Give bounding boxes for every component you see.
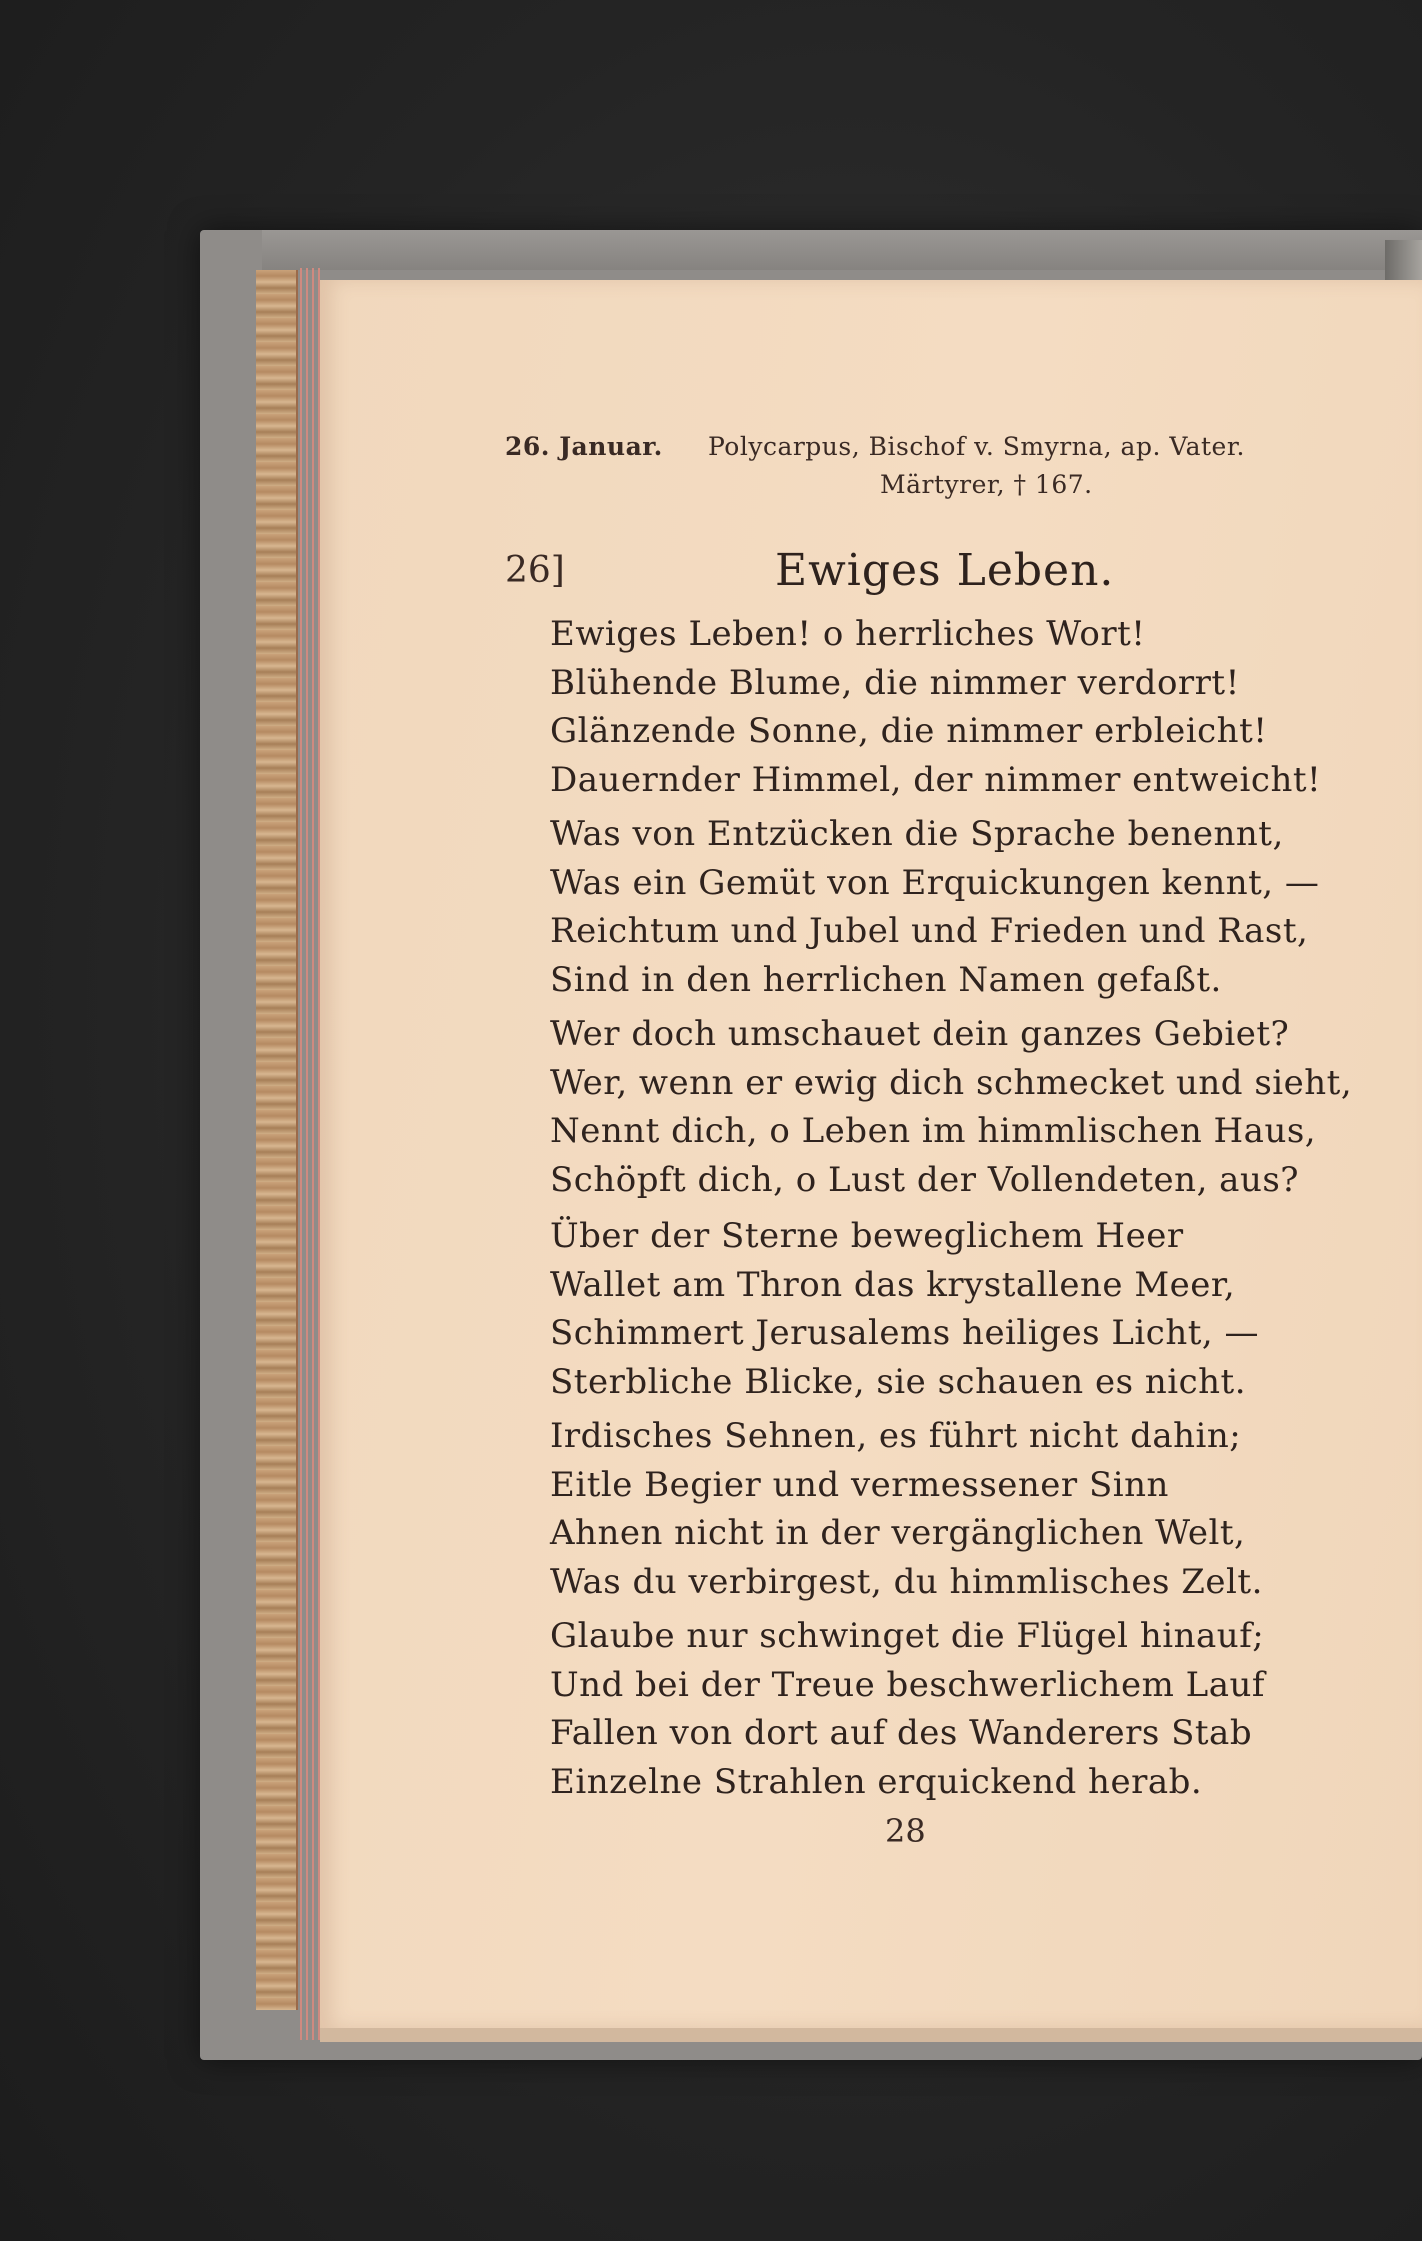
poem-line: Sterbliche Blicke, sie schauen es nicht.	[550, 1361, 1247, 1402]
poem-line: Ewiges Leben! o herrliches Wort!	[550, 614, 1146, 654]
poem-line: Glänzende Sonne, die nimmer erbleicht!	[550, 711, 1268, 751]
stanza-3	[550, 1010, 1353, 1204]
poem-line: Eitle Begier und vermessener Sinn	[550, 1464, 1169, 1505]
page-edge	[312, 268, 314, 2040]
page-edge	[306, 268, 308, 2040]
poem-line: Schöpft dich, o Lust der Vollendeten, aus?	[550, 1159, 1300, 1200]
poem-line: Wer doch umschauet dein ganzes Gebiet?	[550, 1014, 1290, 1054]
poem-line: Ahnen nicht in der vergänglichen Welt,	[550, 1513, 1246, 1553]
poem-line: Was von Entzücken die Sprache benennt,	[550, 814, 1284, 854]
poem-line: Glaube nur schwinget die Flügel hinauf;	[550, 1616, 1265, 1656]
poem-line: Wallet am Thron das krystallene Meer,	[550, 1264, 1236, 1305]
poem-line: Nennt dich, o Leben im himmlischen Haus,	[550, 1111, 1317, 1151]
poem-line: Reichtum und Jubel und Frieden und Rast,	[550, 911, 1309, 951]
marbled-endpaper	[256, 270, 298, 2010]
poem-line: Schimmert Jerusalems heiliges Licht, —	[550, 1313, 1259, 1353]
poem-line: Und bei der Treue beschwerlichem Lauf	[550, 1664, 1265, 1705]
poem-line: Sind in den herrlichen Namen gefaßt.	[550, 959, 1222, 1000]
stanza-2	[550, 810, 1320, 1004]
poem-line: Was ein Gemüt von Erquickungen kennt, —	[550, 862, 1320, 903]
stanza-1	[550, 610, 1322, 804]
running-head-date: 26. Januar.	[505, 432, 663, 461]
running-head-saint-line2: Märtyrer, † 167.	[880, 470, 1093, 499]
stanza-6	[550, 1612, 1265, 1806]
stanza-4	[550, 1212, 1259, 1406]
page-edge	[300, 268, 302, 2040]
poem-line: Was du verbirgest, du himmlisches Zelt.	[550, 1561, 1263, 1602]
poem-line: Wer, wenn er ewig dich schmecket und sieht,	[550, 1062, 1353, 1103]
stanza-5	[550, 1412, 1263, 1606]
running-head	[505, 432, 1245, 461]
poem-number: 26]	[505, 550, 565, 591]
poem-title: Ewiges Leben.	[775, 545, 1115, 596]
book-cover-top-edge	[262, 230, 1422, 270]
poem-line: Fallen von dort auf des Wanderers Stab	[550, 1713, 1253, 1753]
page-bottom-edge	[320, 2028, 1422, 2042]
poem-line: Blühende Blume, die nimmer verdorrt!	[550, 662, 1240, 703]
poem-line: Über der Sterne beweglichem Heer	[550, 1216, 1184, 1256]
poem-line: Irdisches Sehnen, es führt nicht dahin;	[550, 1416, 1242, 1456]
poem-line: Einzelne Strahlen erquickend herab.	[550, 1761, 1203, 1802]
poem-line: Dauernder Himmel, der nimmer entweicht!	[550, 759, 1322, 800]
page-number: 28	[885, 1812, 926, 1850]
running-head-saint: Polycarpus, Bischof v. Smyrna, ap. Vater.	[707, 432, 1245, 461]
